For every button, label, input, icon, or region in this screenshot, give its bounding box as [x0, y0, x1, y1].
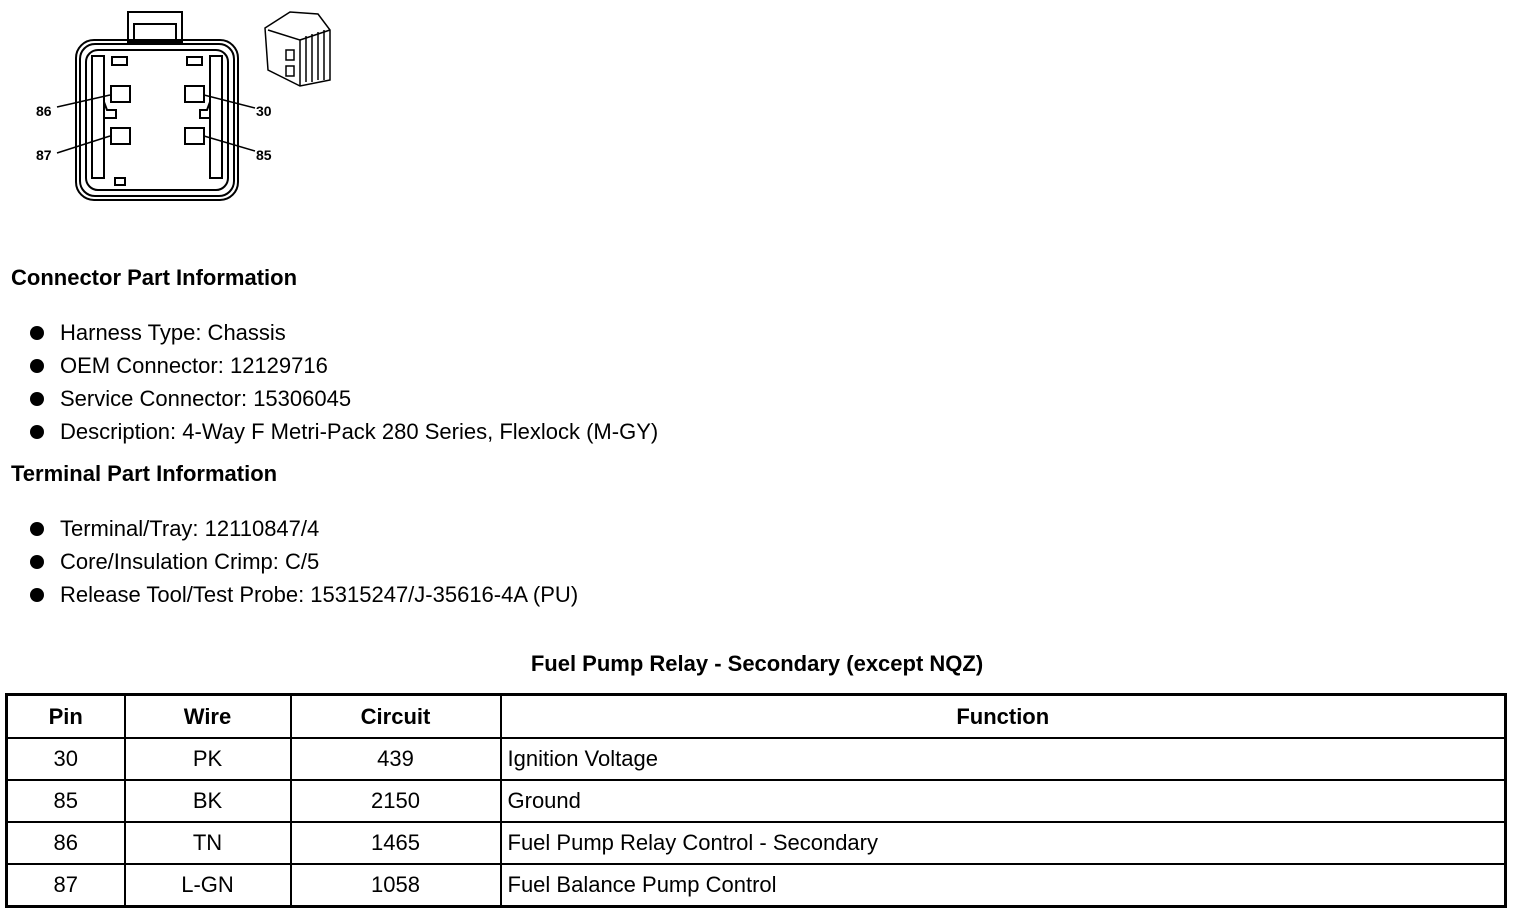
- circuit-cell: 1058: [291, 864, 501, 907]
- wire-cell: TN: [125, 822, 291, 864]
- header-function: Function: [501, 695, 1506, 739]
- function-cell: Ground: [501, 780, 1506, 822]
- terminal-info-list: [10, 512, 578, 611]
- pinout-table: [5, 693, 1507, 908]
- bullet-icon: [30, 588, 44, 602]
- connector-face-diagram: [0, 0, 380, 220]
- item-text: Core/Insulation Crimp: C/5: [60, 549, 320, 574]
- table-title: Fuel Pump Relay - Secondary (except NQZ): [530, 651, 984, 676]
- item-text: Service Connector: 15306045: [60, 386, 352, 411]
- list-item: [10, 578, 578, 611]
- table-row: [7, 822, 1506, 864]
- list-item: [10, 415, 658, 448]
- function-cell: Fuel Balance Pump Control: [501, 864, 1506, 907]
- pin-cell: 87: [7, 864, 125, 907]
- bullet-icon: [30, 359, 44, 373]
- pin-label-85: 85: [256, 147, 272, 163]
- table-row: [7, 780, 1506, 822]
- list-item: [10, 349, 658, 382]
- wire-cell: BK: [125, 780, 291, 822]
- item-text: Description: 4-Way F Metri-Pack 280 Series, Flexlock (M-GY): [60, 419, 659, 444]
- bullet-icon: [30, 326, 44, 340]
- list-item: [10, 382, 658, 415]
- list-item: [10, 545, 578, 578]
- function-cell: Fuel Pump Relay Control - Secondary: [501, 822, 1506, 864]
- bullet-icon: [30, 392, 44, 406]
- pin-cell: 85: [7, 780, 125, 822]
- header-circuit: Circuit: [291, 695, 501, 739]
- function-cell: Ignition Voltage: [501, 738, 1506, 780]
- bullet-icon: [30, 425, 44, 439]
- connector-info-list: [10, 316, 658, 448]
- table-row: [7, 738, 1506, 780]
- item-text: OEM Connector: 12129716: [60, 353, 328, 378]
- circuit-cell: 1465: [291, 822, 501, 864]
- wire-cell: L-GN: [125, 864, 291, 907]
- circuit-cell: 2150: [291, 780, 501, 822]
- header-wire: Wire: [125, 695, 291, 739]
- pin-label-30: 30: [256, 103, 272, 119]
- bullet-icon: [30, 522, 44, 536]
- header-pin: Pin: [7, 695, 125, 739]
- connector-3d-icon: [265, 12, 330, 86]
- circuit-cell: 439: [291, 738, 501, 780]
- table-header-row: [7, 695, 1506, 739]
- connector-info-heading: Connector Part Information: [11, 265, 298, 290]
- item-text: Release Tool/Test Probe: 15315247/J-35616-4A (PU): [60, 582, 579, 607]
- pin-cell: 86: [7, 822, 125, 864]
- terminal-info-heading: Terminal Part Information: [11, 461, 278, 486]
- table-row: [7, 864, 1506, 907]
- list-item: [10, 512, 578, 545]
- item-text: Harness Type: Chassis: [60, 320, 286, 345]
- pin-cell: 30: [7, 738, 125, 780]
- pin-label-87: 87: [36, 147, 52, 163]
- pin-label-86: 86: [36, 103, 52, 119]
- list-item: [10, 316, 658, 349]
- item-text: Terminal/Tray: 12110847/4: [60, 516, 320, 541]
- bullet-icon: [30, 555, 44, 569]
- wire-cell: PK: [125, 738, 291, 780]
